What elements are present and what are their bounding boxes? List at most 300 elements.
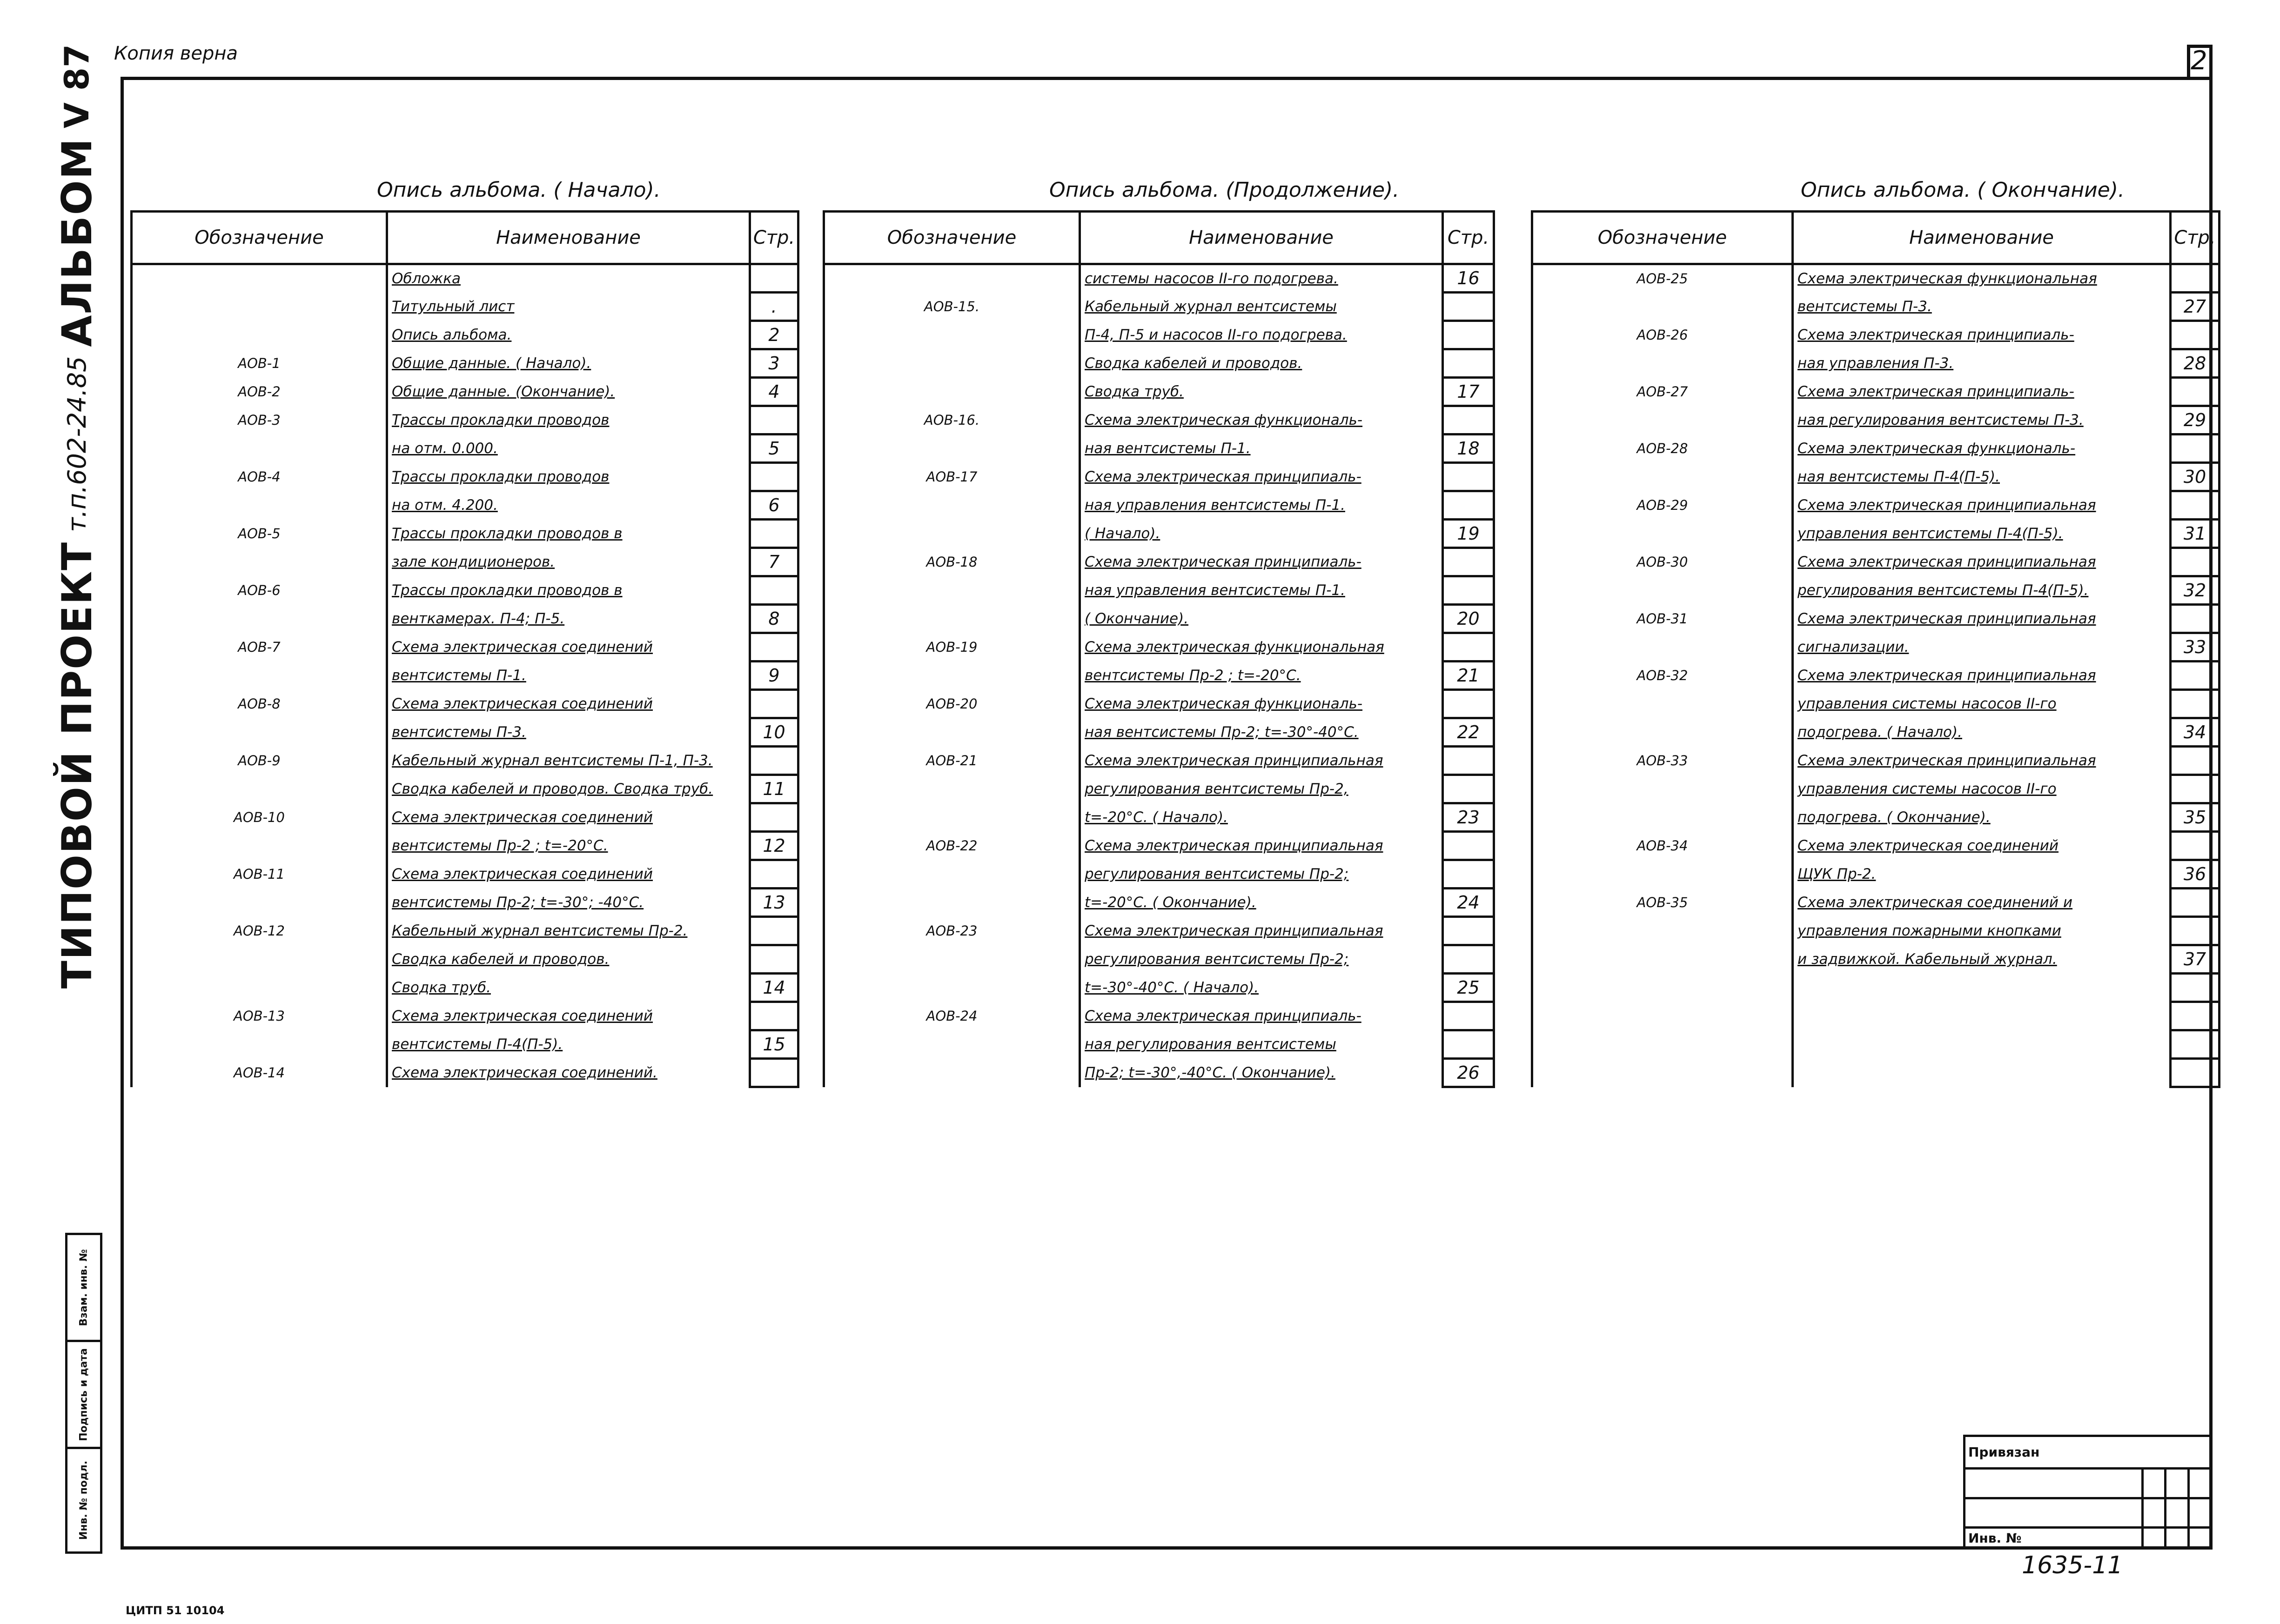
volume-number: V 87 (57, 44, 96, 128)
row-page (2171, 974, 2220, 1002)
table-row (132, 945, 798, 974)
row-name: Кабельный журнал вентсистемы П-1, П-3. (387, 747, 750, 775)
row-page (750, 264, 798, 293)
row-name (1793, 974, 2171, 1002)
row-code: АОВ-8 (132, 690, 387, 718)
row-name: системы насосов II-го подогрева. (1080, 264, 1443, 293)
row-page (750, 803, 798, 832)
row-page: 11 (750, 775, 798, 803)
drawing-number: 1635-11 (2022, 1551, 2123, 1579)
row-name: Трассы прокладки проводов (387, 406, 750, 434)
row-page (2171, 1059, 2220, 1087)
row-name: ная вентсистемы Пр-2; t=-30°-40°С. (1080, 718, 1443, 747)
row-code (824, 718, 1080, 747)
row-code: АОВ-23 (824, 917, 1080, 945)
row-code: АОВ-21 (824, 747, 1080, 775)
row-code (824, 378, 1080, 406)
row-page (2171, 605, 2220, 633)
side-stamp-podpis (67, 1342, 100, 1449)
table-row (824, 264, 1494, 293)
row-page: 22 (1443, 718, 1494, 747)
row-page (750, 690, 798, 718)
row-name: ная управления П-3. (1793, 349, 2171, 378)
row-page (1443, 321, 1494, 349)
stamp-cell (1965, 1498, 2143, 1528)
table-row (1532, 917, 2220, 945)
row-code: АОВ-10 (132, 803, 387, 832)
table-row (132, 974, 798, 1002)
table-row (132, 378, 798, 406)
row-code: АОВ-34 (1532, 832, 1793, 860)
row-code: АОВ-12 (132, 917, 387, 945)
table-row (824, 349, 1494, 378)
row-code (132, 974, 387, 1002)
row-page: 26 (1443, 1059, 1494, 1087)
stamp-cell (2142, 1469, 2165, 1498)
row-page: 19 (1443, 520, 1494, 548)
album-index-table-start (130, 210, 799, 1088)
table-row (132, 633, 798, 662)
row-page: 13 (750, 889, 798, 917)
row-page (2171, 491, 2220, 520)
row-code: АОВ-2 (132, 378, 387, 406)
row-code (824, 775, 1080, 803)
table-row (132, 406, 798, 434)
table-row (1532, 662, 2220, 690)
row-name: ная регулирования вентсистемы (1080, 1030, 1443, 1059)
row-name: Схема электрическая принципиальная (1793, 662, 2171, 690)
header-code: Обозначение (1532, 212, 1793, 264)
row-page (1443, 293, 1494, 321)
row-name: Схема электрическая соединений и (1793, 889, 2171, 917)
caption-start: Опись альбома. ( Начало). (377, 178, 661, 202)
row-page (750, 520, 798, 548)
table-row (824, 662, 1494, 690)
row-name: управления вентсистемы П-4(П-5). (1793, 520, 2171, 548)
row-code (1532, 945, 1793, 974)
row-code (824, 605, 1080, 633)
row-name: управления пожарными кнопками (1793, 917, 2171, 945)
album-index-table-end (1531, 210, 2220, 1088)
table-row (1532, 1002, 2220, 1030)
row-page (1443, 945, 1494, 974)
stamp-cell (2166, 1469, 2188, 1498)
row-code: АОВ-4 (132, 463, 387, 491)
table-row (1532, 548, 2220, 576)
row-page (2171, 747, 2220, 775)
row-code: АОВ-27 (1532, 378, 1793, 406)
row-name: Схема электрическая принципиальная (1080, 747, 1443, 775)
row-code: АОВ-24 (824, 1002, 1080, 1030)
row-code: АОВ-6 (132, 576, 387, 605)
table-row (1532, 633, 2220, 662)
row-page: 7 (750, 548, 798, 576)
table-row (132, 1030, 798, 1059)
side-stamp-inv (67, 1449, 100, 1551)
row-name: Схема электрическая соединений (387, 803, 750, 832)
table-row (824, 803, 1494, 832)
row-page: 37 (2171, 945, 2220, 974)
row-name: Схема электрическая принципиаль- (1080, 463, 1443, 491)
row-code (1532, 1002, 1793, 1030)
table-row (132, 889, 798, 917)
row-name: Титульный лист (387, 293, 750, 321)
table-row (824, 1059, 1494, 1087)
table-row (824, 832, 1494, 860)
row-code: АОВ-26 (1532, 321, 1793, 349)
sheet-number: 2 (2191, 46, 2207, 76)
table-row (132, 491, 798, 520)
stamp-cell (1965, 1469, 2143, 1498)
row-name: ная управления вентсистемы П-1. (1080, 491, 1443, 520)
row-name: Схема электрическая принципиальная (1793, 605, 2171, 633)
row-page: 29 (2171, 406, 2220, 434)
row-code (1532, 690, 1793, 718)
table-row (132, 520, 798, 548)
row-page (2171, 662, 2220, 690)
table-row (824, 548, 1494, 576)
side-approval-stamp (65, 1233, 102, 1554)
table-row (132, 803, 798, 832)
row-page (1443, 832, 1494, 860)
row-name: Общие данные. ( Начало). (387, 349, 750, 378)
table-row (1532, 860, 2220, 889)
table-row (132, 605, 798, 633)
header-code: Обозначение (824, 212, 1080, 264)
table-row (132, 917, 798, 945)
stamp-cell (2166, 1498, 2188, 1528)
row-page: 25 (1443, 974, 1494, 1002)
row-code: АОВ-17 (824, 463, 1080, 491)
table-row (1532, 690, 2220, 718)
table-row (824, 293, 1494, 321)
table-row (132, 662, 798, 690)
row-code (1532, 349, 1793, 378)
row-name: Схема электрическая соединений (1793, 832, 2171, 860)
table-row (824, 718, 1494, 747)
row-name: регулирования вентсистемы Пр-2, (1080, 775, 1443, 803)
table-row (1532, 491, 2220, 520)
row-code: АОВ-3 (132, 406, 387, 434)
table-row (824, 520, 1494, 548)
row-name: подогрева. ( Начало). (1793, 718, 2171, 747)
row-code (132, 889, 387, 917)
row-code (824, 264, 1080, 293)
side-stamp-vzam-label: Взам. инв. № (78, 1249, 90, 1326)
row-page: 30 (2171, 463, 2220, 491)
row-page (2171, 264, 2220, 293)
table-row (1532, 576, 2220, 605)
stamp-privyazan: Привязан (1965, 1436, 2212, 1469)
row-code (132, 491, 387, 520)
row-code: АОВ-35 (1532, 889, 1793, 917)
header-page: Стр. (1443, 212, 1494, 264)
table-row (132, 860, 798, 889)
row-page (750, 747, 798, 775)
row-name: Схема электрическая принципиальная (1793, 548, 2171, 576)
row-code (824, 434, 1080, 463)
row-code: АОВ-11 (132, 860, 387, 889)
row-code: АОВ-32 (1532, 662, 1793, 690)
table-row (132, 264, 798, 293)
stamp-cell (2188, 1498, 2211, 1528)
row-page: 5 (750, 434, 798, 463)
row-code (132, 605, 387, 633)
header-name: Наименование (387, 212, 750, 264)
row-name: Общие данные. (Окончание). (387, 378, 750, 406)
table-row (824, 917, 1494, 945)
header-name: Наименование (1793, 212, 2171, 264)
table-row (824, 1030, 1494, 1059)
row-page (750, 406, 798, 434)
row-code (824, 1059, 1080, 1087)
row-code (824, 520, 1080, 548)
row-page (2171, 690, 2220, 718)
stamp-cell (2166, 1528, 2188, 1549)
table-row (132, 434, 798, 463)
row-code (1532, 633, 1793, 662)
table-row (824, 378, 1494, 406)
side-stamp-inv-label: Инв. № подл. (78, 1460, 90, 1540)
row-code: АОВ-19 (824, 633, 1080, 662)
row-page: 23 (1443, 803, 1494, 832)
row-name: ная вентсистемы П-4(П-5). (1793, 463, 2171, 491)
row-page: 8 (750, 605, 798, 633)
row-page: 20 (1443, 605, 1494, 633)
table-row (1532, 349, 2220, 378)
row-code (824, 803, 1080, 832)
row-page (750, 1002, 798, 1030)
table-row (824, 434, 1494, 463)
row-code: АОВ-9 (132, 747, 387, 775)
table-row (1532, 803, 2220, 832)
row-name (1793, 1030, 2171, 1059)
row-name: Опись альбома. (387, 321, 750, 349)
row-page: 18 (1443, 434, 1494, 463)
row-name: Сводка кабелей и проводов. (387, 945, 750, 974)
row-name: и задвижкой. Кабельный журнал. (1793, 945, 2171, 974)
table-row (824, 576, 1494, 605)
table-row (132, 775, 798, 803)
table-row (824, 605, 1494, 633)
row-code (824, 889, 1080, 917)
row-page: 2 (750, 321, 798, 349)
row-name: Схема электрическая принципиаль- (1080, 1002, 1443, 1030)
row-page: 3 (750, 349, 798, 378)
row-code: АОВ-31 (1532, 605, 1793, 633)
table-row (1532, 1059, 2220, 1087)
row-code (824, 1030, 1080, 1059)
row-code: АОВ-5 (132, 520, 387, 548)
table-row (1532, 775, 2220, 803)
row-code (824, 491, 1080, 520)
table-row (132, 832, 798, 860)
row-page: 31 (2171, 520, 2220, 548)
row-code (1532, 1030, 1793, 1059)
row-name: Схема электрическая соединений (387, 860, 750, 889)
row-name: Кабельный журнал вентсистемы Пр-2. (387, 917, 750, 945)
table-row (132, 463, 798, 491)
row-code: АОВ-29 (1532, 491, 1793, 520)
table-row (824, 775, 1494, 803)
row-code (1532, 917, 1793, 945)
row-name: Сводка труб. (1080, 378, 1443, 406)
header-name: Наименование (1080, 212, 1443, 264)
row-name: Кабельный журнал вентсистемы (1080, 293, 1443, 321)
table-row (1532, 832, 2220, 860)
table-row (1532, 718, 2220, 747)
table-row (132, 1002, 798, 1030)
table-row (132, 747, 798, 775)
row-name: вентсистемы Пр-2 ; t=-20°С. (1080, 662, 1443, 690)
row-page (2171, 378, 2220, 406)
row-code: АОВ-33 (1532, 747, 1793, 775)
row-name: Схема электрическая соединений (387, 1002, 750, 1030)
row-code: АОВ-16. (824, 406, 1080, 434)
album-title-strip (44, 30, 109, 1002)
table-row (1532, 321, 2220, 349)
row-code (1532, 463, 1793, 491)
row-code (132, 548, 387, 576)
row-page: 4 (750, 378, 798, 406)
table-row (1532, 434, 2220, 463)
row-name: Схема электрическая функциональ- (1080, 690, 1443, 718)
row-code: АОВ-15. (824, 293, 1080, 321)
row-page (1443, 576, 1494, 605)
table-row (824, 321, 1494, 349)
row-code (824, 860, 1080, 889)
row-name: управления системы насосов II-го (1793, 690, 2171, 718)
row-page (750, 633, 798, 662)
row-page (2171, 1030, 2220, 1059)
table-row (132, 718, 798, 747)
row-name: ( Окончание). (1080, 605, 1443, 633)
row-name: ( Начало). (1080, 520, 1443, 548)
row-name: регулирования вентсистемы Пр-2; (1080, 945, 1443, 974)
caption-end: Опись альбома. ( Окончание). (1801, 178, 2125, 202)
album-index-table-continuation (823, 210, 1495, 1088)
row-name: Схема электрическая принципиальная (1793, 747, 2171, 775)
row-page (1443, 349, 1494, 378)
row-name: t=-20°С. ( Начало). (1080, 803, 1443, 832)
row-code (132, 775, 387, 803)
table-row (824, 889, 1494, 917)
row-code (132, 264, 387, 293)
row-name: Обложка (387, 264, 750, 293)
table-row (1532, 974, 2220, 1002)
row-name: венткамерах. П-4; П-5. (387, 605, 750, 633)
row-name (1793, 1002, 2171, 1030)
row-name: Схема электрическая принципиаль- (1793, 378, 2171, 406)
row-page (750, 1059, 798, 1087)
row-name: Схема электрическая принципиальная (1080, 832, 1443, 860)
project-code: т.п.602-24.85 (62, 356, 92, 532)
table-row (824, 690, 1494, 718)
row-code (824, 662, 1080, 690)
row-name: П-4, П-5 и насосов II-го подогрева. (1080, 321, 1443, 349)
row-name: Схема электрическая соединений (387, 690, 750, 718)
table-row (132, 690, 798, 718)
row-page: 10 (750, 718, 798, 747)
table-row (1532, 264, 2220, 293)
side-stamp-vzam (67, 1235, 100, 1342)
row-code: АОВ-7 (132, 633, 387, 662)
row-page: 17 (1443, 378, 1494, 406)
row-name: Схема электрическая принципиальная (1793, 491, 2171, 520)
row-page: 16 (1443, 264, 1494, 293)
row-page (2171, 321, 2220, 349)
row-page (1443, 917, 1494, 945)
row-page (1443, 463, 1494, 491)
row-code (1532, 406, 1793, 434)
row-code (1532, 1059, 1793, 1087)
row-name: t=-30°-40°С. ( Начало). (1080, 974, 1443, 1002)
row-page: 6 (750, 491, 798, 520)
row-code: АОВ-18 (824, 548, 1080, 576)
row-code (1532, 860, 1793, 889)
row-code (1532, 974, 1793, 1002)
row-page (1443, 747, 1494, 775)
row-code (132, 945, 387, 974)
row-name: вентсистемы Пр-2 ; t=-20°С. (387, 832, 750, 860)
row-page: . (750, 293, 798, 321)
row-code (1532, 520, 1793, 548)
main-title: ТИПОВОЙ ПРОЕКТ (53, 541, 101, 989)
row-page (1443, 860, 1494, 889)
row-page (750, 463, 798, 491)
row-page: 32 (2171, 576, 2220, 605)
copy-note: Копия верна (114, 43, 238, 64)
row-page (750, 860, 798, 889)
row-name: вентсистемы П-3. (387, 718, 750, 747)
row-page: 12 (750, 832, 798, 860)
row-page: 34 (2171, 718, 2220, 747)
footer-org: ЦИТП 51 10104 (126, 1604, 225, 1617)
row-page: 14 (750, 974, 798, 1002)
stamp-inv: Инв. № (1965, 1528, 2143, 1549)
row-name: ная управления вентсистемы П-1. (1080, 576, 1443, 605)
stamp-cell (2142, 1498, 2165, 1528)
row-name: регулирования вентсистемы Пр-2; (1080, 860, 1443, 889)
row-name: Сводка труб. (387, 974, 750, 1002)
table-row (132, 548, 798, 576)
row-code (132, 718, 387, 747)
row-code (824, 974, 1080, 1002)
row-page (1443, 548, 1494, 576)
table-row (1532, 605, 2220, 633)
table-row (132, 576, 798, 605)
table-row (824, 633, 1494, 662)
row-code: АОВ-20 (824, 690, 1080, 718)
row-page: 33 (2171, 633, 2220, 662)
header-code: Обозначение (132, 212, 387, 264)
row-name: ная регулирования вентсистемы П-3. (1793, 406, 2171, 434)
row-page (2171, 832, 2220, 860)
row-code (132, 662, 387, 690)
row-name: Пр-2; t=-30°,-40°С. ( Окончание). (1080, 1059, 1443, 1087)
row-name: Схема электрическая соединений (387, 633, 750, 662)
table-row (132, 293, 798, 321)
row-page (750, 945, 798, 974)
row-page (750, 576, 798, 605)
row-code (132, 293, 387, 321)
row-name: Схема электрическая функциональная (1080, 633, 1443, 662)
row-code (824, 576, 1080, 605)
row-page (1443, 406, 1494, 434)
row-code (1532, 293, 1793, 321)
row-code: АОВ-25 (1532, 264, 1793, 293)
row-name: вентсистемы П-4(П-5). (387, 1030, 750, 1059)
